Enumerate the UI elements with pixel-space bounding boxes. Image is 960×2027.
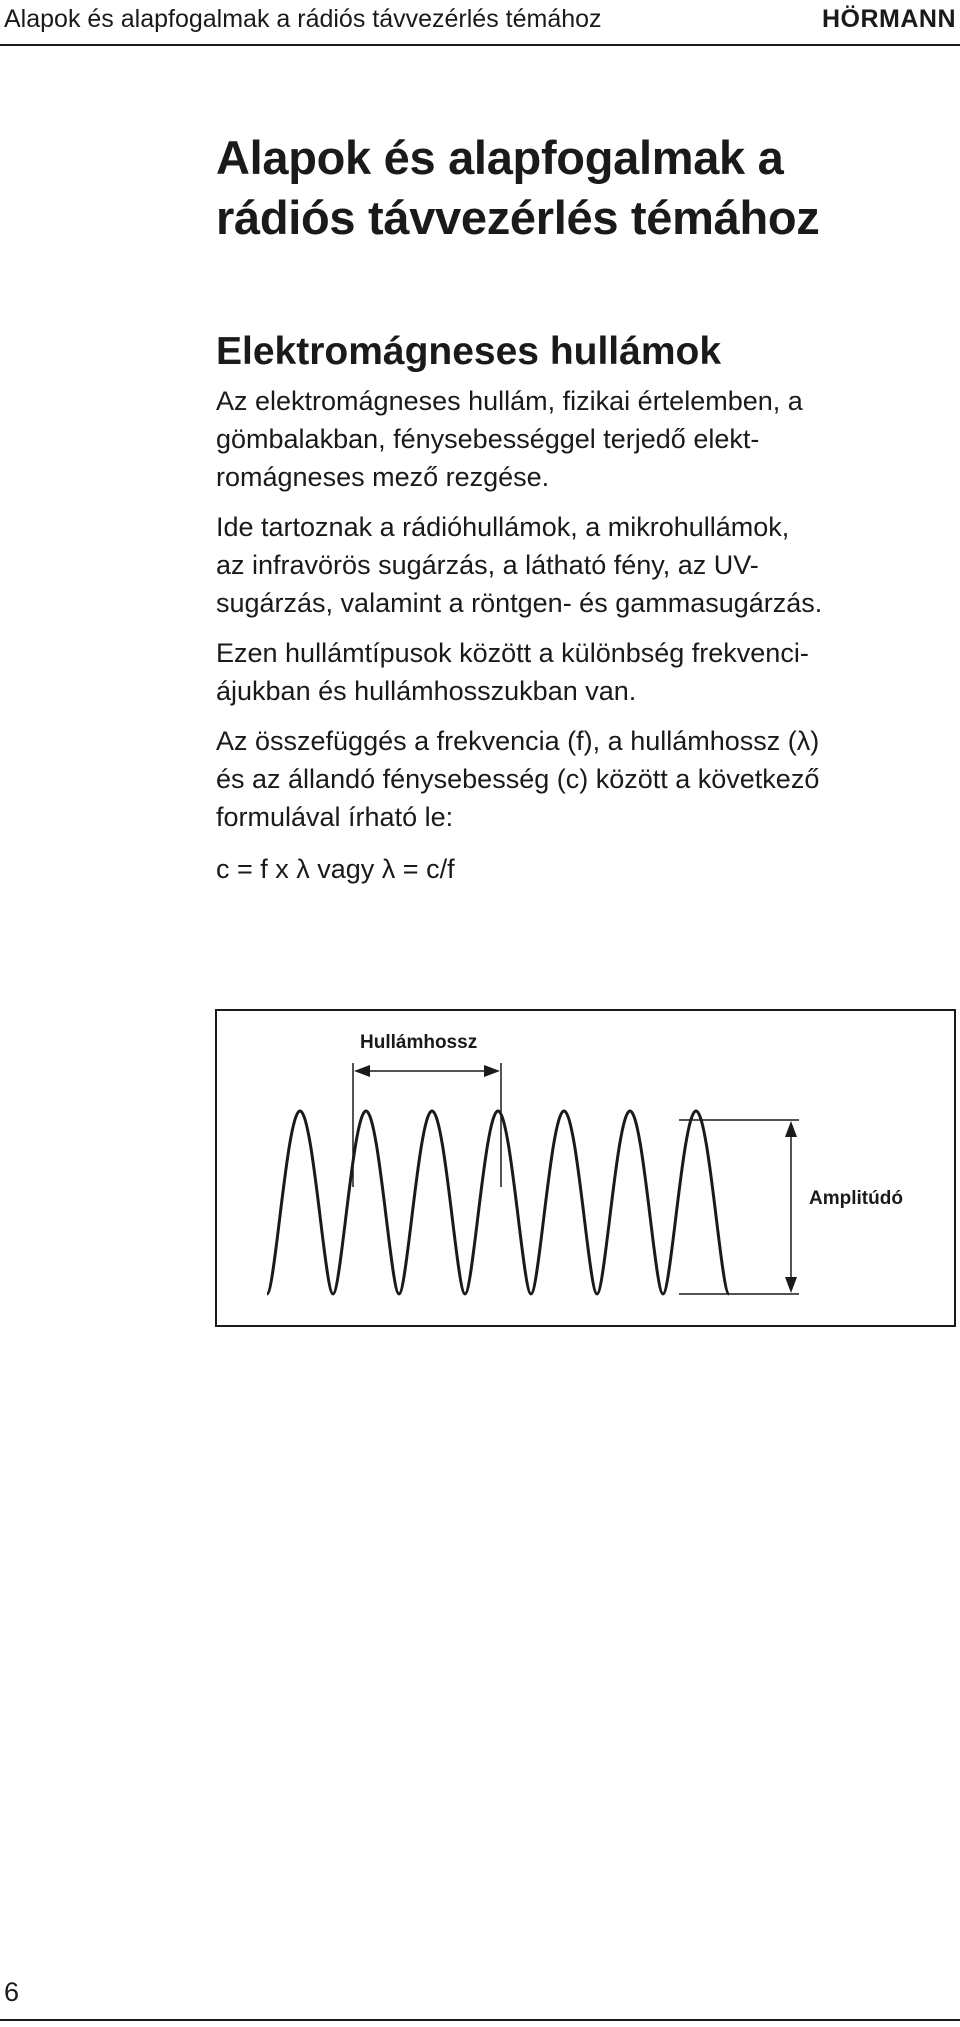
- paragraph-difference: Ezen hullámtípusok között a különbség frekvenci- ájukban és hullámhosszukban van.: [216, 638, 809, 706]
- wavelength-arrowhead-right: [484, 1065, 500, 1077]
- amplitude-arrowhead-bottom: [785, 1277, 797, 1293]
- header-divider: [0, 44, 960, 46]
- paragraph-wave-types: Ide tartoznak a rádióhullámok, a mikrohullámok, az infravörös sugárzás, a látható fény, az UV- sugárzás, valamint a röntgen- és gammasugárzás.: [216, 512, 823, 618]
- page-title: [216, 128, 956, 248]
- paragraph-relation: Az összefüggés a frekvencia (f), a hullámhossz (λ) és az állandó fénysebesség (c) között a következő formulával írható le:: [216, 726, 820, 832]
- wave-diagram-graphic: [217, 1011, 958, 1329]
- section-heading: Elektromágneses hullámok: [216, 330, 722, 373]
- main-content: [216, 128, 956, 888]
- amplitude-arrowhead-top: [785, 1121, 797, 1137]
- brand-logo: HÖRMANN: [821, 5, 956, 33]
- formula: c = f x λ vagy λ = c/f: [216, 854, 455, 884]
- header-title: Alapok és alapfogalmak a rádiós távvezérlés témához: [4, 5, 602, 33]
- page-number: 6: [4, 1977, 20, 2007]
- amplitude-label: Amplitúdó: [809, 1188, 903, 1209]
- sine-wave: [267, 1111, 729, 1294]
- paragraph-definition: Az elektromágneses hullám, fizikai értelemben, a gömbalakban, fénysebességgel terjedő elekt- romágneses mező rezgése.: [216, 386, 803, 492]
- wave-diagram: [215, 1009, 956, 1327]
- page-title-line-1: Alapok és alapfogalmak a: [216, 131, 784, 184]
- footer-divider: [0, 2019, 960, 2021]
- wavelength-arrowhead-left: [354, 1065, 370, 1077]
- page-title-line-2: rádiós távvezérlés témához: [216, 191, 820, 244]
- wavelength-label: Hullámhossz: [360, 1032, 478, 1053]
